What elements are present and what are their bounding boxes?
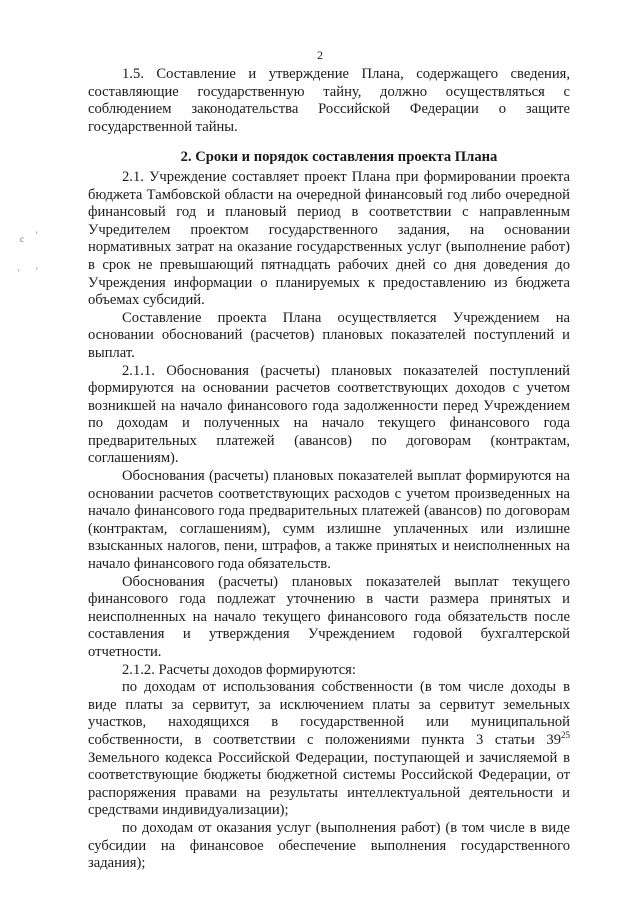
margin-mark: ' (36, 230, 38, 240)
paragraph: 2.1.1. Обоснования (расчеты) плановых показателей поступлений формируются на основании расчетов соответствующих доходов с учетом возникшей на начало финансового года задолженности перед Учреждением по доходам и полученных на начало текущего финансового года предварительных платежей (авансов) по договорам (контрактам, соглашениям). (88, 362, 570, 467)
document-body (88, 66, 570, 873)
margin-mark: ' (36, 266, 38, 276)
page-number: 2 (317, 48, 323, 62)
paragraph-text: Земельного кодекса Российской Федерации, поступающей и зачисляемой в соответствующие бюджеты бюджетной системы Российской Федерации, от распоряжения правами на результаты интеллектуальной деятельности и средствами индивидуализации); (88, 749, 570, 819)
margin-mark: c (20, 234, 24, 244)
paragraph: 2.1.2. Расчеты доходов формируются: (122, 661, 356, 678)
paragraph-text: по доходам от использования собственности (в том числе доходы в виде платы за сервитут, за исключением платы за сервитут земельных участков, находящихся в государственной или муниципальной собственности, в соответствии с положениями пункта 3 статьи 39 (88, 679, 570, 748)
margin-mark: ' (18, 268, 20, 278)
paragraph: Обоснования (расчеты) плановых показателей выплат формируются на основании расчетов соответствующих расходов с учетом произведенных на начало финансового года предварительных платежей (авансов) по договорам (контрактам, соглашениям), сумм излишне уплаченных или излишне взысканных налогов, пени, штрафов, а также принятых и неисполненных на начало финансового года обязательств. (88, 468, 570, 573)
section-heading: 2. Сроки и порядок составления проекта Плана (180, 149, 498, 166)
paragraph: 2.1. Учреждение составляет проект Плана при формировании проекта бюджета Тамбовской области на очередной финансовый год либо очередной финансовый год и плановый период в соответствии с направленным Учредителем проектом государственного задания, на основании нормативных затрат на оказание государственных услуг (выполнение работ) в срок не превышающий пятнадцать рабочих дней со дня доведения до Учреждения информации о планируемых к предоставлению из бюджета объемах субсидий. (88, 168, 570, 309)
paragraph: Составление проекта Плана осуществляется Учреждением на основании обоснований (расчетов) плановых показателей поступлений и выплат. (88, 309, 570, 361)
footnote-superscript: 25 (561, 729, 570, 740)
paragraph: 1.5. Составление и утверждение Плана, содержащего сведения, составляющие государственную тайну, должно осуществляться с соблюдением законодательства Российской Федерации о защите государственной тайны. (88, 66, 570, 135)
paragraph: Обоснования (расчеты) плановых показателей выплат текущего финансового года подлежат уточнению в части размера принятых и неисполненных на начало текущего финансового года обязательств после составления и утверждения Учреждением годовой бухгалтерской отчетности. (88, 573, 570, 660)
paragraph (88, 679, 570, 820)
paragraph: по доходам от оказания услуг (выполнения работ) (в том числе в виде субсидии на финансовое обеспечение выполнения государственного задания); (88, 819, 570, 872)
